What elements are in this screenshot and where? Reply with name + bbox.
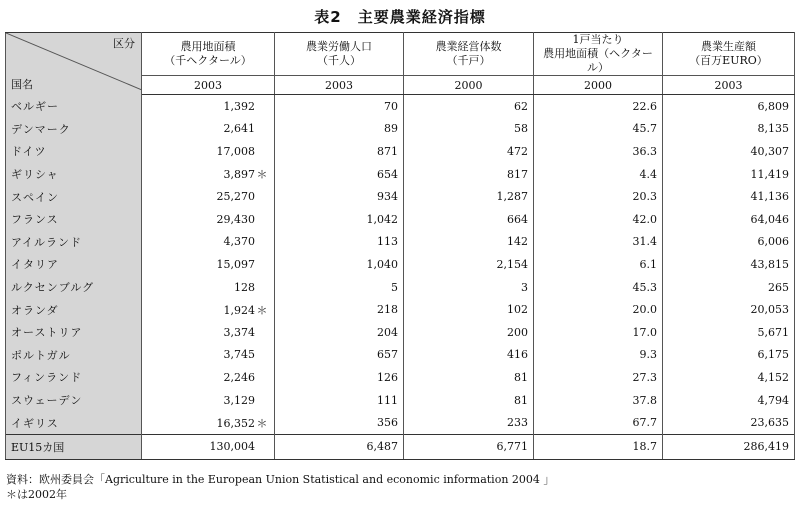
cell-value: 23,635 [750, 416, 789, 430]
cell-value: 3 [521, 280, 528, 294]
asterisk-mark: ＊ [256, 303, 268, 317]
value-cell [275, 366, 404, 389]
cell-value: 6,809 [757, 99, 789, 113]
cell-value: 218 [377, 303, 398, 317]
cell-value: 2,246 [223, 370, 255, 384]
cell-value: 233 [507, 416, 528, 430]
value-cell [663, 344, 795, 367]
value-cell [534, 231, 663, 254]
value-cell [663, 389, 795, 412]
value-cell [534, 253, 663, 276]
value-cell [404, 389, 534, 412]
cell-value: 4,794 [757, 393, 789, 407]
cell-value: 200 [507, 325, 528, 339]
asterisk-mark: ＊ [256, 168, 268, 182]
country-name: スウェーデン [6, 389, 142, 412]
cell-value: 9.3 [639, 348, 657, 362]
country-name: イギリス [6, 411, 142, 434]
country-name: ルクセンブルグ [6, 276, 142, 299]
value-cell [534, 163, 663, 186]
table-title: 表2 主要農業経済指標 [314, 8, 486, 26]
cell-value: 1,924 [223, 303, 255, 317]
cell-value: 11,419 [750, 167, 789, 181]
cell-value: 45.3 [632, 280, 657, 294]
cell-value: 142 [507, 235, 528, 249]
cell-value: 130,004 [209, 440, 255, 454]
value-cell [404, 276, 534, 299]
value-cell [142, 411, 275, 434]
corner-category-label: 区分 [113, 37, 135, 50]
cell-value: 20.3 [632, 190, 657, 204]
value-cell [142, 344, 275, 367]
country-name: ポルトガル [6, 344, 142, 367]
cell-value: 286,419 [743, 440, 789, 454]
cell-value: 128 [234, 280, 255, 294]
cell-value: 664 [507, 212, 528, 226]
table-row [6, 276, 795, 299]
agri-indicators-table [5, 32, 795, 460]
col-header-output: 農業生産額 （百万EURO） [663, 33, 795, 76]
cell-value: 204 [377, 325, 398, 339]
col-header-area-per-holding: 1戸当たり 農用地面積（ヘクタール） [534, 33, 663, 76]
cell-value: 81 [514, 393, 528, 407]
cell-value: 6,175 [757, 348, 789, 362]
value-cell [663, 140, 795, 163]
cell-value: 6,006 [757, 235, 789, 249]
value-cell [534, 366, 663, 389]
value-cell [663, 95, 795, 118]
value-cell [275, 95, 404, 118]
cell-value: 3,374 [223, 325, 255, 339]
value-cell [404, 253, 534, 276]
value-cell [142, 118, 275, 141]
table-row [6, 389, 795, 412]
year-cell: 2000 [534, 76, 663, 95]
total-value-cell [275, 434, 404, 459]
value-cell [404, 185, 534, 208]
cell-value: 111 [377, 393, 398, 407]
source-note: 資料：欧州委員会「Agriculture in the European Union Statistical and economic information 2004 」 [6, 473, 555, 486]
value-cell [142, 366, 275, 389]
value-cell [534, 321, 663, 344]
cell-value: 70 [384, 99, 398, 113]
value-cell [275, 411, 404, 434]
header-row [6, 33, 795, 76]
total-value-cell [534, 434, 663, 459]
value-cell [404, 208, 534, 231]
value-cell [275, 163, 404, 186]
country-name: ギリシャ [6, 163, 142, 186]
value-cell [534, 298, 663, 321]
table-row [6, 298, 795, 321]
cell-value: 4,152 [757, 370, 789, 384]
cell-value: 29,430 [216, 212, 255, 226]
corner-cell [6, 33, 142, 95]
col-header-labor: 農業労働人口 （千人） [275, 33, 404, 76]
cell-value: 416 [507, 348, 528, 362]
country-name: デンマーク [6, 118, 142, 141]
year-cell: 2003 [142, 76, 275, 95]
cell-value: 5 [391, 280, 398, 294]
value-cell [142, 163, 275, 186]
value-cell [275, 118, 404, 141]
value-cell [404, 321, 534, 344]
cell-value: 5,671 [757, 325, 789, 339]
cell-value: 1,287 [496, 190, 528, 204]
value-cell [534, 389, 663, 412]
cell-value: 41,136 [750, 190, 789, 204]
year-cell: 2003 [275, 76, 404, 95]
value-cell [275, 231, 404, 254]
value-cell [534, 118, 663, 141]
value-cell [534, 140, 663, 163]
cell-value: 113 [377, 235, 398, 249]
cell-value: 43,815 [750, 257, 789, 271]
cell-value: 89 [384, 122, 398, 136]
value-cell [142, 276, 275, 299]
cell-value: 934 [377, 190, 398, 204]
value-cell [275, 208, 404, 231]
country-name: イタリア [6, 253, 142, 276]
value-cell [142, 95, 275, 118]
value-cell [663, 366, 795, 389]
value-cell [663, 298, 795, 321]
value-cell [142, 298, 275, 321]
cell-value: 1,040 [366, 257, 398, 271]
total-row [6, 434, 795, 459]
value-cell [404, 163, 534, 186]
value-cell [663, 411, 795, 434]
value-cell [534, 411, 663, 434]
country-name: ドイツ [6, 140, 142, 163]
value-cell [404, 118, 534, 141]
table-row [6, 95, 795, 118]
cell-value: 102 [507, 303, 528, 317]
table-row [6, 140, 795, 163]
year-cell: 2000 [404, 76, 534, 95]
cell-value: 3,129 [223, 393, 255, 407]
cell-value: 16,352 [216, 416, 255, 430]
total-value-cell [404, 434, 534, 459]
cell-value: 64,046 [750, 212, 789, 226]
cell-value: 657 [377, 348, 398, 362]
value-cell [663, 163, 795, 186]
value-cell [142, 185, 275, 208]
cell-value: 3,897 [223, 168, 255, 182]
cell-value: 1,042 [366, 212, 398, 226]
value-cell [275, 321, 404, 344]
country-name: アイルランド [6, 231, 142, 254]
value-cell [534, 95, 663, 118]
cell-value: 37.8 [632, 393, 657, 407]
table-row [6, 253, 795, 276]
country-name: フィンランド [6, 366, 142, 389]
value-cell [142, 389, 275, 412]
table-row [6, 185, 795, 208]
table-row [6, 231, 795, 254]
table-row [6, 344, 795, 367]
cell-value: 25,270 [216, 190, 255, 204]
country-name: オランダ [6, 298, 142, 321]
cell-value: 20.0 [632, 303, 657, 317]
cell-value: 62 [514, 99, 528, 113]
value-cell [142, 208, 275, 231]
corner-country-label: 国名 [11, 77, 33, 91]
cell-value: 1,392 [223, 99, 255, 113]
cell-value: 42.0 [632, 212, 657, 226]
cell-value: 2,154 [496, 257, 528, 271]
asterisk-mark: ＊ [256, 416, 268, 430]
col-header-farmland: 農用地面積 （千ヘクタール） [142, 33, 275, 76]
value-cell [275, 276, 404, 299]
cell-value: 31.4 [632, 235, 657, 249]
value-cell [404, 140, 534, 163]
value-cell [275, 140, 404, 163]
value-cell [534, 185, 663, 208]
value-cell [142, 253, 275, 276]
country-name: オーストリア [6, 321, 142, 344]
country-name: スペイン [6, 185, 142, 208]
value-cell [275, 253, 404, 276]
cell-value: 3,745 [223, 348, 255, 362]
cell-value: 871 [377, 144, 398, 158]
cell-value: 58 [514, 122, 528, 136]
value-cell [275, 344, 404, 367]
cell-value: 22.6 [632, 99, 657, 113]
value-cell [663, 231, 795, 254]
value-cell [142, 140, 275, 163]
value-cell [142, 321, 275, 344]
col-header-holdings: 農業経営体数 （千戸） [404, 33, 534, 76]
value-cell [663, 185, 795, 208]
country-name: ベルギー [6, 95, 142, 118]
cell-value: 20,053 [750, 303, 789, 317]
value-cell [663, 118, 795, 141]
value-cell [404, 298, 534, 321]
cell-value: 40,307 [750, 144, 789, 158]
cell-value: 67.7 [632, 416, 657, 430]
country-name: フランス [6, 208, 142, 231]
table-row [6, 118, 795, 141]
value-cell [275, 389, 404, 412]
value-cell [663, 321, 795, 344]
value-cell [404, 366, 534, 389]
value-cell [404, 344, 534, 367]
total-label: EU15カ国 [6, 434, 142, 459]
cell-value: 4.4 [639, 167, 657, 181]
value-cell [663, 276, 795, 299]
total-value-cell [663, 434, 795, 459]
cell-value: 817 [507, 167, 528, 181]
value-cell [404, 95, 534, 118]
year-cell: 2003 [663, 76, 795, 95]
table-row [6, 163, 795, 186]
cell-value: 17.0 [632, 325, 657, 339]
cell-value: 45.7 [632, 122, 657, 136]
cell-value: 6.1 [639, 257, 657, 271]
cell-value: 4,370 [223, 235, 255, 249]
value-cell [663, 253, 795, 276]
asterisk-note: ＊は2002年 [6, 488, 67, 501]
cell-value: 17,008 [216, 144, 255, 158]
value-cell [275, 185, 404, 208]
cell-value: 6,771 [496, 440, 528, 454]
value-cell [404, 231, 534, 254]
cell-value: 8,135 [757, 122, 789, 136]
cell-value: 15,097 [216, 257, 255, 271]
table-row [6, 366, 795, 389]
cell-value: 81 [514, 370, 528, 384]
cell-value: 265 [768, 280, 789, 294]
cell-value: 654 [377, 167, 398, 181]
cell-value: 2,641 [223, 122, 255, 136]
value-cell [534, 276, 663, 299]
cell-value: 36.3 [632, 144, 657, 158]
cell-value: 18.7 [632, 440, 657, 454]
cell-value: 6,487 [366, 440, 398, 454]
value-cell [663, 208, 795, 231]
total-value-cell [142, 434, 275, 459]
value-cell [142, 231, 275, 254]
table-notes [6, 472, 554, 502]
cell-value: 472 [507, 144, 528, 158]
value-cell [534, 208, 663, 231]
cell-value: 126 [377, 370, 398, 384]
value-cell [275, 298, 404, 321]
cell-value: 356 [377, 416, 398, 430]
value-cell [404, 411, 534, 434]
table-row [6, 321, 795, 344]
table-row [6, 411, 795, 434]
table-row [6, 208, 795, 231]
value-cell [534, 344, 663, 367]
cell-value: 27.3 [632, 370, 657, 384]
